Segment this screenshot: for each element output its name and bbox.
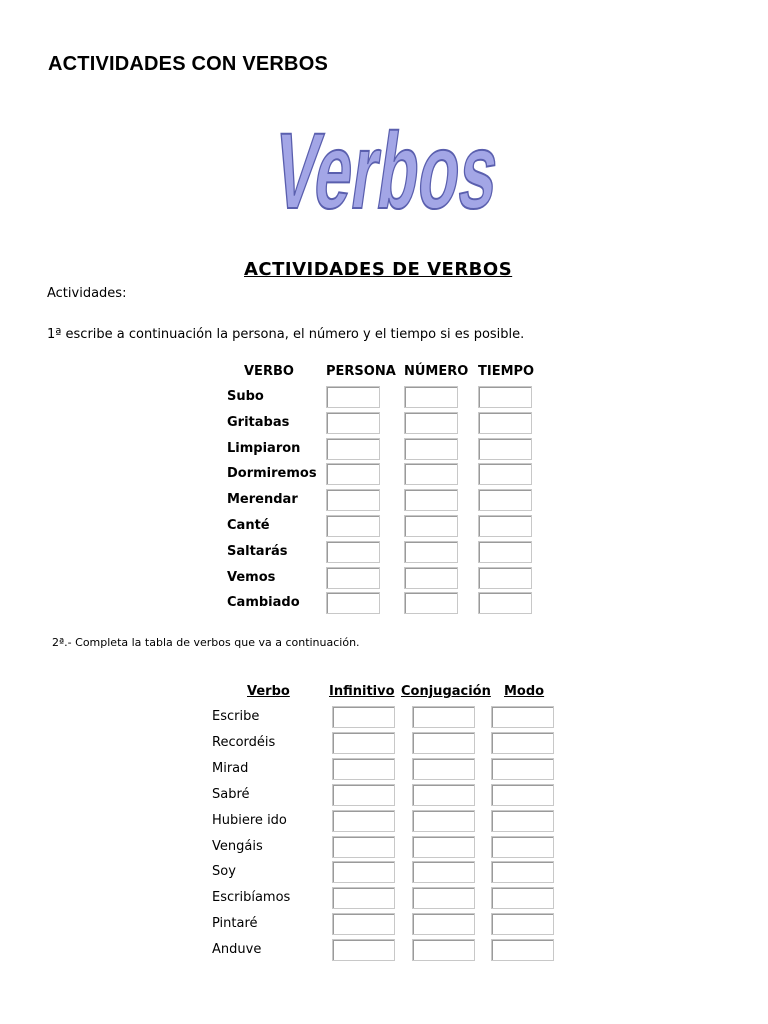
table2-answer-box[interactable] [332, 913, 395, 935]
table1-answer-box[interactable] [326, 567, 380, 589]
table2-answer-box[interactable] [332, 861, 395, 883]
table1-answer-box[interactable] [478, 386, 532, 408]
main-title: ACTIVIDADES CON VERBOS [48, 53, 328, 75]
table2-answer-box[interactable] [412, 758, 475, 780]
table2-answer-box[interactable] [412, 887, 475, 909]
instruction-2: 2ª.- Completa la tabla de verbos que va a continuación. [52, 636, 360, 649]
table1-answer-box[interactable] [478, 438, 532, 460]
verbos-logo [262, 96, 645, 231]
table1-row-verb: Canté [227, 518, 270, 533]
table2-row-verb: Mirad [212, 760, 249, 776]
table2-answer-box[interactable] [332, 939, 395, 961]
table1-answer-box[interactable] [326, 592, 380, 614]
table1-row-verb: Cambiado [227, 595, 300, 611]
table2-answer-box[interactable] [491, 939, 554, 961]
table1-answer-box[interactable] [326, 386, 380, 408]
logo-word: Verbos [267, 110, 645, 231]
table1-row-verb: Limpiaron [227, 440, 301, 456]
table2-answer-box[interactable] [412, 861, 475, 883]
table2-answer-box[interactable] [412, 939, 475, 961]
table2-row-verb: Sabré [212, 786, 250, 802]
table1-header-persona: PERSONA [326, 364, 396, 379]
table2-answer-box[interactable] [491, 913, 554, 935]
table2-answer-box[interactable] [491, 836, 554, 858]
table2-answer-box[interactable] [412, 810, 475, 832]
table1-answer-box[interactable] [326, 489, 380, 511]
table1-header-tiempo: TIEMPO [478, 364, 535, 379]
table2-answer-box[interactable] [332, 810, 395, 832]
table2-answer-box[interactable] [491, 732, 554, 754]
table1-answer-box[interactable] [404, 592, 458, 614]
table1-header-numero: NÚMERO [404, 364, 469, 379]
table1-answer-box[interactable] [404, 567, 458, 589]
table1-row-verb: Vemos [227, 569, 276, 585]
table1-answer-box[interactable] [326, 515, 380, 537]
table1-answer-box[interactable] [478, 515, 532, 537]
table2-row-verb: Vengáis [212, 838, 263, 854]
table1-answer-box[interactable] [478, 412, 532, 434]
table2-header-modo: Modo [504, 684, 545, 699]
table2-answer-box[interactable] [491, 861, 554, 883]
table1-answer-box[interactable] [404, 438, 458, 460]
instruction-1: 1ª escribe a continuación la persona, el número y el tiempo si es posible. [47, 327, 525, 342]
table1-row-verb: Gritabas [227, 414, 290, 430]
table1-answer-box[interactable] [326, 541, 380, 563]
table2-answer-box[interactable] [491, 810, 554, 832]
table2-answer-box[interactable] [332, 706, 395, 728]
table2-answer-box[interactable] [412, 784, 475, 806]
table1-row-verb: Saltarás [227, 543, 288, 559]
table2-answer-box[interactable] [412, 913, 475, 935]
table1-answer-box[interactable] [478, 541, 532, 563]
table2-answer-box[interactable] [332, 836, 395, 858]
activities-label: Actividades: [47, 286, 127, 301]
table2-row-verb: Escribe [212, 709, 260, 724]
table2-answer-box[interactable] [332, 758, 395, 780]
table1-answer-box[interactable] [404, 515, 458, 537]
table2-row-verb: Recordéis [212, 734, 276, 750]
table1-row-verb: Subo [227, 389, 264, 404]
table1-answer-box[interactable] [478, 567, 532, 589]
table1-answer-box[interactable] [326, 412, 380, 434]
table2-answer-box[interactable] [412, 836, 475, 858]
table1-answer-box[interactable] [404, 541, 458, 563]
table2-row-verb: Pintaré [212, 916, 258, 932]
table2-answer-box[interactable] [412, 706, 475, 728]
table1-answer-box[interactable] [404, 489, 458, 511]
table1-answer-box[interactable] [326, 463, 380, 485]
table2-answer-box[interactable] [491, 887, 554, 909]
table1-answer-box[interactable] [404, 412, 458, 434]
table2-answer-box[interactable] [412, 732, 475, 754]
table1-header-verbo: VERBO [244, 364, 294, 379]
table1-answer-box[interactable] [478, 592, 532, 614]
table2-answer-box[interactable] [332, 784, 395, 806]
table1-row-verb: Dormiremos [227, 466, 317, 482]
table1-answer-box[interactable] [326, 438, 380, 460]
table2-answer-box[interactable] [491, 784, 554, 806]
table2-header-conjugacion: Conjugación [401, 684, 491, 699]
table1-answer-box[interactable] [404, 463, 458, 485]
subtitle: ACTIVIDADES DE VERBOS [244, 259, 513, 280]
table2-answer-box[interactable] [491, 758, 554, 780]
table2-answer-box[interactable] [491, 706, 554, 728]
table1-answer-box[interactable] [478, 463, 532, 485]
table2-header-verbo: Verbo [247, 684, 290, 699]
table2-answer-box[interactable] [332, 887, 395, 909]
table1-row-verb: Merendar [227, 492, 298, 508]
table2-row-verb: Soy [212, 864, 236, 880]
table1-answer-box[interactable] [404, 386, 458, 408]
table2-row-verb: Hubiere ido [212, 812, 287, 828]
table2-header-infinitivo: Infinitivo [329, 684, 395, 699]
table2-row-verb: Anduve [212, 942, 262, 958]
table2-row-verb: Escribíamos [212, 890, 291, 906]
table1-answer-box[interactable] [478, 489, 532, 511]
table2-answer-box[interactable] [332, 732, 395, 754]
